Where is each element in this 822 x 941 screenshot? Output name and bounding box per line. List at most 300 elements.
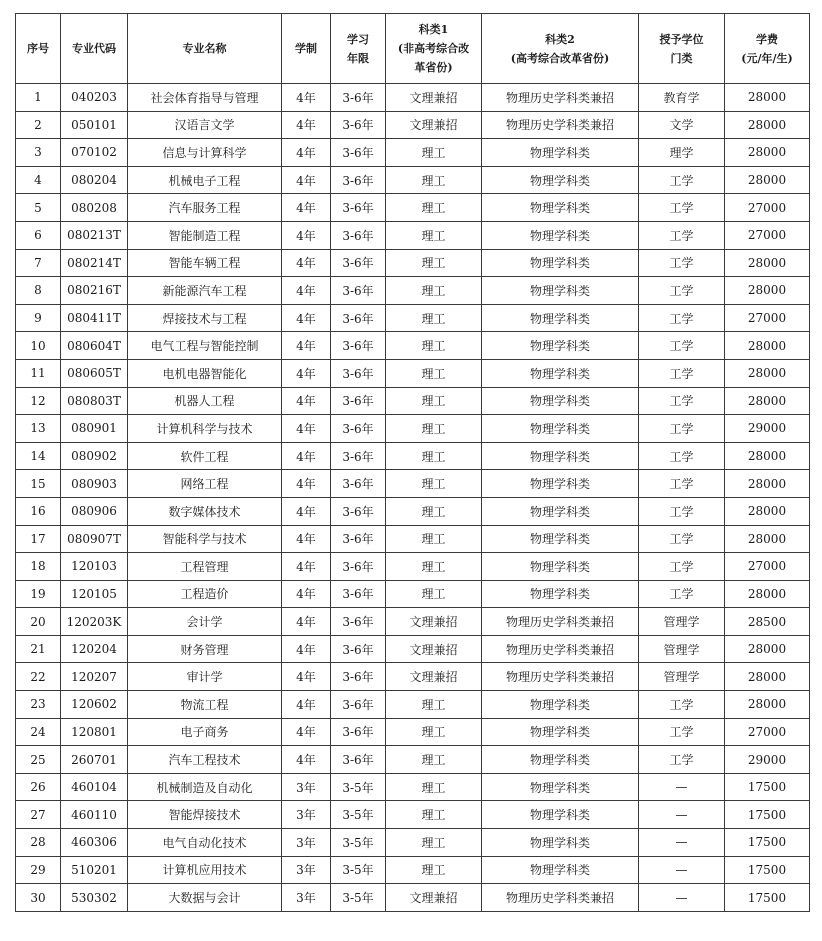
cell-duration: 4年 (282, 249, 331, 277)
cell-category-1: 文理兼招 (386, 111, 482, 139)
header-row (16, 14, 810, 84)
cell-duration: 4年 (282, 277, 331, 305)
cell-major-name: 焊接技术与工程 (128, 304, 282, 332)
cell-major-code: 080803T (61, 387, 128, 415)
table-row (16, 415, 810, 443)
cell-major-code: 120203K (61, 608, 128, 636)
table-row (16, 608, 810, 636)
header-category-1 (386, 14, 482, 84)
cell-tuition: 27000 (725, 194, 810, 222)
cell-major-code: 530302 (61, 884, 128, 912)
table-row (16, 332, 810, 360)
cell-tuition: 28000 (725, 166, 810, 194)
cell-major-name: 社会体育指导与管理 (128, 84, 282, 112)
cell-major-name: 会计学 (128, 608, 282, 636)
cell-duration: 4年 (282, 635, 331, 663)
cell-category-2: 物理学科类 (482, 139, 639, 167)
cell-tuition: 28000 (725, 111, 810, 139)
cell-major-code: 050101 (61, 111, 128, 139)
cell-major-name: 新能源汽车工程 (128, 277, 282, 305)
cell-study-years: 3-6年 (331, 497, 386, 525)
cell-category-1: 理工 (386, 249, 482, 277)
cell-duration: 4年 (282, 746, 331, 774)
table-row (16, 84, 810, 112)
table-row (16, 249, 810, 277)
cell-major-name: 大数据与会计 (128, 884, 282, 912)
cell-major-code: 080903 (61, 470, 128, 498)
cell-category-1: 理工 (386, 718, 482, 746)
header-line: 科类1 (418, 23, 449, 36)
table-header (16, 14, 810, 84)
cell-major-name: 电气工程与智能控制 (128, 332, 282, 360)
cell-study-years: 3-6年 (331, 470, 386, 498)
cell-major-code: 080208 (61, 194, 128, 222)
cell-duration: 3年 (282, 884, 331, 912)
table-row (16, 304, 810, 332)
cell-study-years: 3-6年 (331, 84, 386, 112)
table-row (16, 553, 810, 581)
cell-major-code: 120204 (61, 635, 128, 663)
cell-category-1: 理工 (386, 746, 482, 774)
cell-degree-type: 工学 (639, 746, 725, 774)
cell-tuition: 28000 (725, 525, 810, 553)
cell-major-code: 080216T (61, 277, 128, 305)
cell-seq: 27 (16, 801, 61, 829)
cell-degree-type: 理学 (639, 139, 725, 167)
cell-category-2: 物理学科类 (482, 442, 639, 470)
cell-category-2: 物理学科类 (482, 332, 639, 360)
cell-study-years: 3-6年 (331, 608, 386, 636)
cell-seq: 30 (16, 884, 61, 912)
cell-seq: 20 (16, 608, 61, 636)
cell-duration: 3年 (282, 856, 331, 884)
cell-major-name: 智能焊接技术 (128, 801, 282, 829)
cell-degree-type: 工学 (639, 415, 725, 443)
cell-category-2: 物理学科类 (482, 553, 639, 581)
cell-major-name: 智能科学与技术 (128, 525, 282, 553)
cell-study-years: 3-6年 (331, 442, 386, 470)
cell-major-name: 机械电子工程 (128, 166, 282, 194)
cell-category-1: 理工 (386, 415, 482, 443)
cell-category-1: 理工 (386, 166, 482, 194)
header-line: (元/年/生) (741, 51, 793, 65)
cell-category-1: 理工 (386, 139, 482, 167)
cell-study-years: 3-6年 (331, 249, 386, 277)
cell-category-1: 理工 (386, 801, 482, 829)
cell-major-code: 510201 (61, 856, 128, 884)
cell-tuition: 17500 (725, 856, 810, 884)
cell-major-code: 080907T (61, 525, 128, 553)
cell-study-years: 3-6年 (331, 387, 386, 415)
cell-study-years: 3-6年 (331, 415, 386, 443)
table-row (16, 387, 810, 415)
cell-seq: 11 (16, 359, 61, 387)
cell-tuition: 28000 (725, 442, 810, 470)
header-line: 科类2 (545, 32, 575, 46)
cell-duration: 4年 (282, 139, 331, 167)
header-seq (16, 14, 61, 84)
cell-degree-type: — (639, 801, 725, 829)
cell-seq: 12 (16, 387, 61, 415)
cell-major-code: 080605T (61, 359, 128, 387)
cell-duration: 4年 (282, 415, 331, 443)
cell-tuition: 28000 (725, 691, 810, 719)
cell-duration: 3年 (282, 773, 331, 801)
cell-duration: 4年 (282, 442, 331, 470)
cell-major-code: 120801 (61, 718, 128, 746)
cell-category-2: 物理学科类 (482, 166, 639, 194)
cell-category-1: 理工 (386, 304, 482, 332)
cell-major-code: 080213T (61, 221, 128, 249)
cell-degree-type: — (639, 773, 725, 801)
cell-major-code: 070102 (61, 139, 128, 167)
table-row (16, 856, 810, 884)
cell-duration: 4年 (282, 718, 331, 746)
cell-study-years: 3-5年 (331, 856, 386, 884)
cell-study-years: 3-6年 (331, 359, 386, 387)
cell-major-name: 物流工程 (128, 691, 282, 719)
table-row (16, 442, 810, 470)
header-line: 专业名称 (182, 42, 227, 55)
cell-tuition: 28000 (725, 332, 810, 360)
cell-seq: 16 (16, 497, 61, 525)
cell-category-1: 理工 (386, 691, 482, 719)
cell-duration: 4年 (282, 84, 331, 112)
table-row (16, 635, 810, 663)
cell-degree-type: 工学 (639, 442, 725, 470)
cell-tuition: 28000 (725, 277, 810, 305)
cell-degree-type: — (639, 856, 725, 884)
cell-tuition: 27000 (725, 553, 810, 581)
table-body (16, 84, 810, 912)
cell-seq: 24 (16, 718, 61, 746)
cell-duration: 4年 (282, 553, 331, 581)
cell-major-name: 智能车辆工程 (128, 249, 282, 277)
cell-seq: 10 (16, 332, 61, 360)
header-line: 专业代码 (72, 42, 116, 55)
cell-degree-type: 工学 (639, 332, 725, 360)
cell-tuition: 17500 (725, 829, 810, 857)
cell-major-name: 电子商务 (128, 718, 282, 746)
table-row (16, 166, 810, 194)
cell-category-2: 物理学科类 (482, 277, 639, 305)
cell-category-2: 物理学科类 (482, 856, 639, 884)
cell-category-1: 理工 (386, 497, 482, 525)
header-line: (非高考综合改 (397, 42, 470, 55)
cell-degree-type: 工学 (639, 497, 725, 525)
header-tuition (725, 14, 810, 84)
cell-duration: 4年 (282, 470, 331, 498)
cell-seq: 1 (16, 84, 61, 112)
cell-category-2: 物理学科类 (482, 415, 639, 443)
cell-category-2: 物理学科类 (482, 773, 639, 801)
header-line: 授予学位 (659, 32, 704, 46)
cell-degree-type: 文学 (639, 111, 725, 139)
cell-category-2: 物理学科类 (482, 525, 639, 553)
cell-seq: 18 (16, 553, 61, 581)
cell-duration: 4年 (282, 525, 331, 553)
cell-tuition: 17500 (725, 801, 810, 829)
cell-major-code: 120103 (61, 553, 128, 581)
cell-seq: 17 (16, 525, 61, 553)
cell-category-2: 物理历史学科类兼招 (482, 84, 639, 112)
cell-seq: 26 (16, 773, 61, 801)
cell-study-years: 3-6年 (331, 221, 386, 249)
cell-category-2: 物理历史学科类兼招 (482, 635, 639, 663)
cell-major-name: 计算机科学与技术 (128, 415, 282, 443)
cell-tuition: 29000 (725, 746, 810, 774)
cell-study-years: 3-6年 (331, 332, 386, 360)
cell-major-code: 260701 (61, 746, 128, 774)
cell-duration: 3年 (282, 829, 331, 857)
table-row (16, 359, 810, 387)
cell-category-1: 文理兼招 (386, 608, 482, 636)
cell-seq: 25 (16, 746, 61, 774)
cell-degree-type: 工学 (639, 359, 725, 387)
cell-tuition: 17500 (725, 884, 810, 912)
cell-category-2: 物理历史学科类兼招 (482, 663, 639, 691)
header-major-name (128, 14, 282, 84)
cell-study-years: 3-5年 (331, 829, 386, 857)
cell-study-years: 3-6年 (331, 691, 386, 719)
cell-study-years: 3-6年 (331, 166, 386, 194)
cell-major-name: 汉语言文学 (128, 111, 282, 139)
table-row (16, 111, 810, 139)
cell-seq: 28 (16, 829, 61, 857)
cell-seq: 15 (16, 470, 61, 498)
cell-duration: 4年 (282, 663, 331, 691)
cell-degree-type: 工学 (639, 277, 725, 305)
cell-seq: 6 (16, 221, 61, 249)
cell-category-1: 理工 (386, 277, 482, 305)
cell-seq: 9 (16, 304, 61, 332)
cell-category-2: 物理学科类 (482, 304, 639, 332)
header-degree-type (639, 14, 725, 84)
cell-tuition: 27000 (725, 718, 810, 746)
cell-major-code: 080204 (61, 166, 128, 194)
cell-major-name: 财务管理 (128, 635, 282, 663)
header-line: 年限 (347, 51, 369, 65)
cell-category-2: 物理学科类 (482, 194, 639, 222)
cell-category-1: 理工 (386, 359, 482, 387)
table-row (16, 221, 810, 249)
cell-category-1: 理工 (386, 525, 482, 553)
cell-tuition: 28000 (725, 84, 810, 112)
cell-major-code: 080906 (61, 497, 128, 525)
table-row (16, 497, 810, 525)
cell-study-years: 3-6年 (331, 139, 386, 167)
header-line: 门类 (670, 51, 693, 65)
cell-degree-type: 工学 (639, 580, 725, 608)
cell-tuition: 28000 (725, 249, 810, 277)
cell-seq: 29 (16, 856, 61, 884)
cell-major-name: 审计学 (128, 663, 282, 691)
cell-seq: 4 (16, 166, 61, 194)
cell-study-years: 3-6年 (331, 663, 386, 691)
cell-major-name: 电气自动化技术 (128, 829, 282, 857)
cell-category-1: 理工 (386, 773, 482, 801)
table-row (16, 829, 810, 857)
cell-major-code: 080901 (61, 415, 128, 443)
cell-category-2: 物理历史学科类兼招 (482, 884, 639, 912)
cell-major-name: 智能制造工程 (128, 221, 282, 249)
cell-degree-type: 管理学 (639, 663, 725, 691)
table-row (16, 691, 810, 719)
cell-seq: 22 (16, 663, 61, 691)
majors-table (15, 13, 810, 912)
table-row (16, 884, 810, 912)
cell-degree-type: 工学 (639, 718, 725, 746)
cell-category-2: 物理学科类 (482, 580, 639, 608)
cell-duration: 4年 (282, 387, 331, 415)
cell-major-name: 网络工程 (128, 470, 282, 498)
cell-major-name: 信息与计算科学 (128, 139, 282, 167)
cell-major-name: 机器人工程 (128, 387, 282, 415)
table-row (16, 773, 810, 801)
cell-seq: 14 (16, 442, 61, 470)
cell-category-1: 理工 (386, 829, 482, 857)
cell-duration: 4年 (282, 497, 331, 525)
cell-category-1: 文理兼招 (386, 663, 482, 691)
cell-category-2: 物理学科类 (482, 691, 639, 719)
cell-category-2: 物理学科类 (482, 359, 639, 387)
cell-major-name: 工程管理 (128, 553, 282, 581)
cell-major-code: 080902 (61, 442, 128, 470)
cell-tuition: 28000 (725, 580, 810, 608)
cell-major-code: 120207 (61, 663, 128, 691)
cell-seq: 19 (16, 580, 61, 608)
cell-seq: 2 (16, 111, 61, 139)
cell-major-name: 计算机应用技术 (128, 856, 282, 884)
header-line: (高考综合改革省份) (510, 51, 610, 65)
cell-major-code: 460104 (61, 773, 128, 801)
cell-degree-type: 工学 (639, 166, 725, 194)
cell-category-1: 理工 (386, 856, 482, 884)
cell-degree-type: 管理学 (639, 635, 725, 663)
table-row (16, 663, 810, 691)
header-major-code (61, 14, 128, 84)
cell-tuition: 28000 (725, 663, 810, 691)
cell-tuition: 28500 (725, 608, 810, 636)
cell-degree-type: 工学 (639, 249, 725, 277)
cell-seq: 23 (16, 691, 61, 719)
cell-category-2: 物理学科类 (482, 387, 639, 415)
cell-duration: 4年 (282, 580, 331, 608)
header-study-years (331, 14, 386, 84)
cell-tuition: 28000 (725, 497, 810, 525)
cell-study-years: 3-6年 (331, 194, 386, 222)
majors-table-sheet (15, 13, 809, 912)
cell-major-code: 460306 (61, 829, 128, 857)
cell-study-years: 3-6年 (331, 718, 386, 746)
cell-duration: 4年 (282, 111, 331, 139)
cell-tuition: 28000 (725, 635, 810, 663)
cell-seq: 5 (16, 194, 61, 222)
table-row (16, 277, 810, 305)
cell-major-code: 120602 (61, 691, 128, 719)
cell-degree-type: — (639, 884, 725, 912)
cell-degree-type: 工学 (639, 525, 725, 553)
cell-study-years: 3-5年 (331, 884, 386, 912)
cell-study-years: 3-6年 (331, 111, 386, 139)
cell-duration: 4年 (282, 691, 331, 719)
cell-degree-type: 管理学 (639, 608, 725, 636)
cell-degree-type: — (639, 829, 725, 857)
cell-duration: 4年 (282, 166, 331, 194)
cell-study-years: 3-6年 (331, 277, 386, 305)
cell-tuition: 28000 (725, 387, 810, 415)
cell-category-1: 理工 (386, 332, 482, 360)
cell-duration: 4年 (282, 304, 331, 332)
cell-degree-type: 教育学 (639, 84, 725, 112)
cell-duration: 4年 (282, 332, 331, 360)
cell-category-2: 物理学科类 (482, 718, 639, 746)
cell-seq: 21 (16, 635, 61, 663)
table-row (16, 801, 810, 829)
cell-duration: 4年 (282, 608, 331, 636)
cell-major-name: 汽车工程技术 (128, 746, 282, 774)
cell-category-2: 物理学科类 (482, 470, 639, 498)
cell-degree-type: 工学 (639, 553, 725, 581)
cell-tuition: 27000 (725, 221, 810, 249)
cell-tuition: 28000 (725, 139, 810, 167)
cell-tuition: 28000 (725, 359, 810, 387)
cell-major-code: 080411T (61, 304, 128, 332)
cell-category-2: 物理学科类 (482, 746, 639, 774)
cell-category-2: 物理学科类 (482, 801, 639, 829)
cell-major-code: 040203 (61, 84, 128, 112)
cell-category-2: 物理学科类 (482, 829, 639, 857)
cell-major-code: 460110 (61, 801, 128, 829)
cell-major-name: 汽车服务工程 (128, 194, 282, 222)
cell-category-2: 物理历史学科类兼招 (482, 608, 639, 636)
table-row (16, 139, 810, 167)
cell-seq: 7 (16, 249, 61, 277)
cell-duration: 4年 (282, 194, 331, 222)
cell-tuition: 27000 (725, 304, 810, 332)
cell-category-1: 理工 (386, 580, 482, 608)
cell-seq: 3 (16, 139, 61, 167)
header-line: 学费 (756, 32, 778, 46)
cell-tuition: 28000 (725, 470, 810, 498)
cell-degree-type: 工学 (639, 470, 725, 498)
table-row (16, 470, 810, 498)
cell-tuition: 17500 (725, 773, 810, 801)
cell-category-1: 理工 (386, 553, 482, 581)
cell-category-2: 物理学科类 (482, 221, 639, 249)
cell-degree-type: 工学 (639, 387, 725, 415)
cell-major-code: 080214T (61, 249, 128, 277)
cell-degree-type: 工学 (639, 304, 725, 332)
header-category-2 (482, 14, 639, 84)
cell-study-years: 3-5年 (331, 773, 386, 801)
header-line: 序号 (27, 42, 49, 55)
header-line: 学制 (295, 42, 317, 55)
cell-major-name: 电机电器智能化 (128, 359, 282, 387)
cell-category-1: 文理兼招 (386, 635, 482, 663)
cell-study-years: 3-6年 (331, 525, 386, 553)
cell-study-years: 3-6年 (331, 746, 386, 774)
cell-category-1: 理工 (386, 194, 482, 222)
table-row (16, 525, 810, 553)
header-line: 革省份) (414, 61, 453, 74)
cell-seq: 13 (16, 415, 61, 443)
cell-tuition: 29000 (725, 415, 810, 443)
header-duration (282, 14, 331, 84)
cell-category-1: 文理兼招 (386, 884, 482, 912)
cell-major-name: 工程造价 (128, 580, 282, 608)
cell-major-code: 120105 (61, 580, 128, 608)
